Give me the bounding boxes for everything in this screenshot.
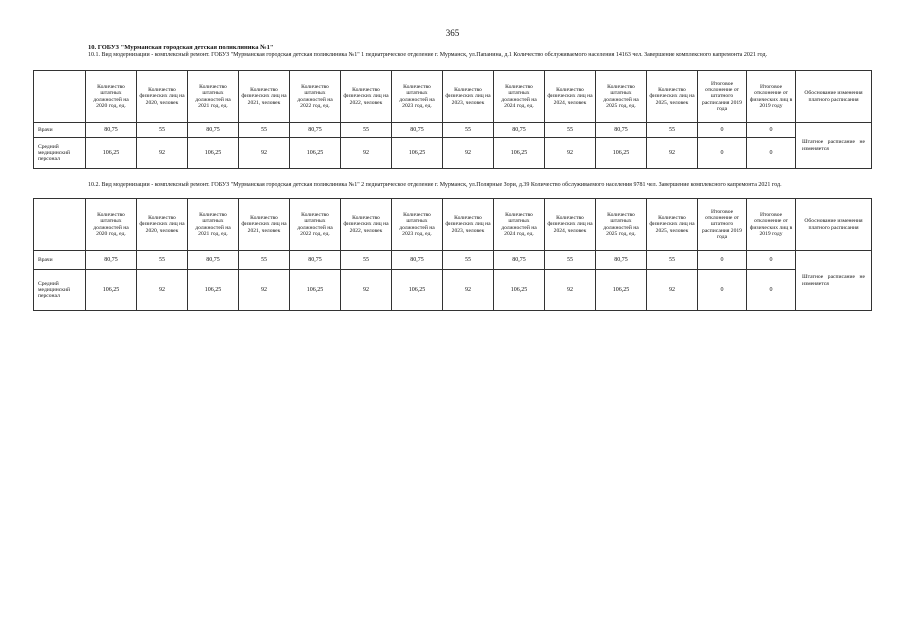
- table-cell: 55: [545, 251, 596, 270]
- header-cell: Количество штатных должностей на 2024 год, ед.: [494, 199, 545, 251]
- header-cell: Количество физических лиц на 2021, человек: [239, 71, 290, 123]
- table-cell: 92: [647, 138, 698, 169]
- table-cell: 106,25: [392, 138, 443, 169]
- table-row: [34, 251, 872, 270]
- subsection-caption-2: 10.2. Вид модернизации - комплексный ремонт. ГОБУЗ "Мурманская городская детская поликлиника №1" 2 педиатрическое отделение г. Мурманск, ул.Полярные Зори, д.39 Количество обслуживаемого населения 9781 чел. Завершение комплексного капремонта 2021 год.: [88, 182, 782, 188]
- table-cell: 55: [545, 123, 596, 138]
- header-cell: Итоговое отклонение от физических лиц в 2019 году: [747, 199, 796, 251]
- header-cell: Количество штатных должностей на 2020 год, ед.: [86, 71, 137, 123]
- table-cell: 106,25: [596, 270, 647, 311]
- table-cell: 55: [137, 123, 188, 138]
- table-cell: 80,75: [596, 123, 647, 138]
- table-cell: 55: [239, 251, 290, 270]
- table-cell: 55: [647, 123, 698, 138]
- staffing-table-1: [33, 70, 872, 169]
- table-cell: 0: [698, 251, 747, 270]
- header-cell: Количество физических лиц на 2024, человек: [545, 71, 596, 123]
- table-cell: 80,75: [86, 123, 137, 138]
- section-heading: 10. ГОБУЗ "Мурманская городская детская поликлиника №1": [88, 44, 274, 51]
- table-cell: 106,25: [188, 270, 239, 311]
- header-cell: Количество штатных должностей на 2021 год, ед.: [188, 71, 239, 123]
- table-cell: 92: [239, 138, 290, 169]
- table-cell: 106,25: [86, 270, 137, 311]
- table-cell: 106,25: [290, 270, 341, 311]
- header-cell: Количество штатных должностей на 2023 год, ед.: [392, 199, 443, 251]
- header-cell: Итоговое отклонение от штатного расписания 2019 года: [698, 199, 747, 251]
- justification-cell: Штатное расписание не изменяется: [796, 251, 872, 311]
- table-cell: 92: [647, 270, 698, 311]
- header-cell: Количество физических лиц на 2020, человек: [137, 199, 188, 251]
- table-cell: 55: [341, 251, 392, 270]
- table-cell: 80,75: [86, 251, 137, 270]
- table-cell: 0: [747, 138, 796, 169]
- staffing-table-2: [33, 198, 872, 311]
- table-cell: 0: [747, 123, 796, 138]
- table-cell: 106,25: [596, 138, 647, 169]
- header-cell: Количество физических лиц на 2020, человек: [137, 71, 188, 123]
- table-cell: 80,75: [188, 123, 239, 138]
- table-cell: 106,25: [494, 138, 545, 169]
- table-cell: 0: [698, 138, 747, 169]
- header-cell: Количество физических лиц на 2025, человек: [647, 71, 698, 123]
- table-cell: 55: [647, 251, 698, 270]
- table-cell: 55: [239, 123, 290, 138]
- table-cell: 106,25: [86, 138, 137, 169]
- table-cell: 92: [341, 270, 392, 311]
- table-cell: 55: [443, 123, 494, 138]
- table-cell: 80,75: [290, 251, 341, 270]
- table-row: [34, 138, 872, 169]
- header-cell: Количество физических лиц на 2022, человек: [341, 71, 392, 123]
- table-header-row: [34, 199, 872, 251]
- page-number: 365: [445, 28, 460, 38]
- table-cell: 0: [698, 270, 747, 311]
- header-cell: Количество штатных должностей на 2025 год, ед.: [596, 199, 647, 251]
- row-label: Врачи: [34, 251, 86, 270]
- table-cell: 106,25: [290, 138, 341, 169]
- table-cell: 92: [545, 270, 596, 311]
- header-cell: Итоговое отклонение от физических лиц в 2019 году: [747, 71, 796, 123]
- table-cell: 80,75: [290, 123, 341, 138]
- table-cell: 92: [341, 138, 392, 169]
- table-cell: 106,25: [188, 138, 239, 169]
- table-cell: 0: [747, 270, 796, 311]
- header-cell: Количество штатных должностей на 2025 год, ед.: [596, 71, 647, 123]
- table-cell: 55: [137, 251, 188, 270]
- header-cell: [34, 199, 86, 251]
- table-cell: 80,75: [494, 123, 545, 138]
- header-cell: Количество штатных должностей на 2020 год, ед.: [86, 199, 137, 251]
- table-cell: 80,75: [392, 251, 443, 270]
- table-cell: 0: [698, 123, 747, 138]
- table-cell: 92: [239, 270, 290, 311]
- table-cell: 80,75: [188, 251, 239, 270]
- row-label: Врачи: [34, 123, 86, 138]
- table-row: [34, 123, 872, 138]
- table-cell: 92: [545, 138, 596, 169]
- table-cell: 106,25: [494, 270, 545, 311]
- header-cell: Количество штатных должностей на 2021 год, ед.: [188, 199, 239, 251]
- table-cell: 80,75: [494, 251, 545, 270]
- table-cell: 55: [443, 251, 494, 270]
- table-cell: 55: [341, 123, 392, 138]
- justification-cell: Штатное расписание не изменяется: [796, 123, 872, 169]
- table-cell: 80,75: [596, 251, 647, 270]
- header-cell: Количество штатных должностей на 2024 год, ед.: [494, 71, 545, 123]
- row-label: Средний медицинский персонал: [34, 270, 86, 311]
- header-cell: Итоговое отклонение от штатного расписания 2019 года: [698, 71, 747, 123]
- table-cell: 92: [443, 138, 494, 169]
- table-cell: 0: [747, 251, 796, 270]
- header-cell: Количество штатных должностей на 2023 год, ед.: [392, 71, 443, 123]
- header-cell: Количество штатных должностей на 2022 год, ед.: [290, 71, 341, 123]
- table-cell: 92: [443, 270, 494, 311]
- header-cell: Количество физических лиц на 2022, человек: [341, 199, 392, 251]
- header-cell: Обоснование изменения платного расписания: [796, 199, 872, 251]
- header-cell: [34, 71, 86, 123]
- table-cell: 106,25: [392, 270, 443, 311]
- table-cell: 92: [137, 270, 188, 311]
- table-header-row: [34, 71, 872, 123]
- header-cell: Количество физических лиц на 2023, человек: [443, 71, 494, 123]
- header-cell: Количество штатных должностей на 2022 год, ед.: [290, 199, 341, 251]
- table-row: [34, 270, 872, 311]
- table-cell: 80,75: [392, 123, 443, 138]
- header-cell: Обоснование изменения платного расписания: [796, 71, 872, 123]
- header-cell: Количество физических лиц на 2021, человек: [239, 199, 290, 251]
- header-cell: Количество физических лиц на 2024, человек: [545, 199, 596, 251]
- row-label: Средний медицинский персонал: [34, 138, 86, 169]
- header-cell: Количество физических лиц на 2023, человек: [443, 199, 494, 251]
- table-cell: 92: [137, 138, 188, 169]
- header-cell: Количество физических лиц на 2025, человек: [647, 199, 698, 251]
- subsection-caption-1: 10.1. Вид модернизации - комплексный ремонт. ГОБУЗ "Мурманская городская детская поликлиника №1" 1 педиатрическое отделение г. Мурманск, ул.Папанина, д.1 Количество обслуживаемого населения 14163 чел. Завершение комплексного капремонта 2021 год.: [88, 52, 768, 58]
